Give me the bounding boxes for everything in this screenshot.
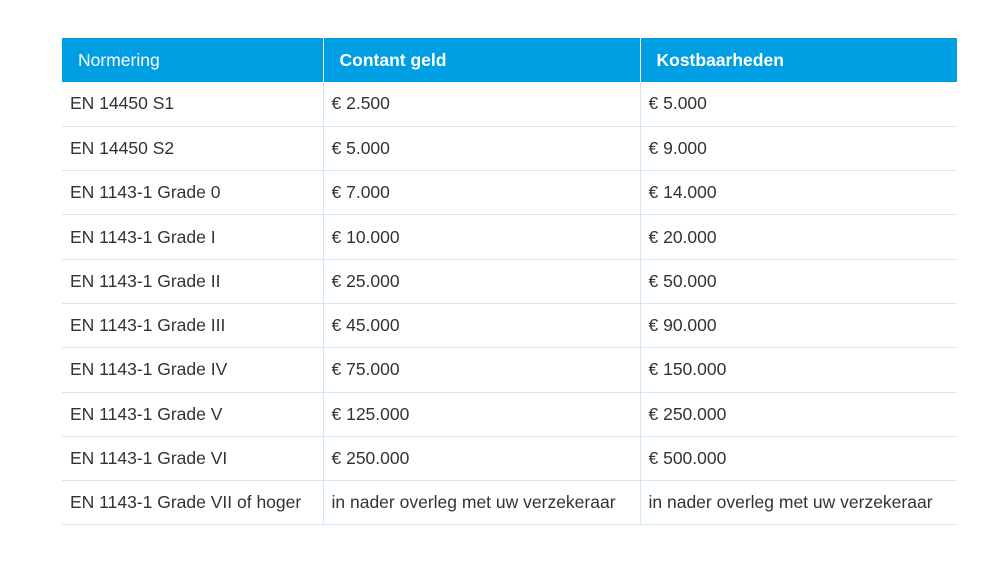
cell-contant-geld: € 10.000 xyxy=(323,215,640,259)
table-row xyxy=(62,126,957,170)
header-row xyxy=(62,38,957,82)
table-row xyxy=(62,436,957,480)
cell-kostbaarheden: € 150.000 xyxy=(640,348,957,392)
cell-contant-geld: in nader overleg met uw verzekeraar xyxy=(323,481,640,525)
header-kostbaarheden: Kostbaarheden xyxy=(640,38,957,82)
cell-kostbaarheden: € 5.000 xyxy=(640,82,957,126)
table-header xyxy=(62,38,957,82)
header-contant-geld: Contant geld xyxy=(323,38,640,82)
table-row xyxy=(62,392,957,436)
cell-kostbaarheden: € 50.000 xyxy=(640,259,957,303)
cell-kostbaarheden: € 9.000 xyxy=(640,126,957,170)
cell-normering: EN 14450 S1 xyxy=(62,82,323,126)
cell-normering: EN 1143-1 Grade IV xyxy=(62,348,323,392)
cell-contant-geld: € 5.000 xyxy=(323,126,640,170)
table-row xyxy=(62,348,957,392)
cell-kostbaarheden: € 250.000 xyxy=(640,392,957,436)
cell-normering: EN 1143-1 Grade 0 xyxy=(62,171,323,215)
cell-normering: EN 1143-1 Grade V xyxy=(62,392,323,436)
cell-contant-geld: € 25.000 xyxy=(323,259,640,303)
cell-contant-geld: € 250.000 xyxy=(323,436,640,480)
table-body xyxy=(62,82,957,525)
cell-normering: EN 14450 S2 xyxy=(62,126,323,170)
cell-contant-geld: € 7.000 xyxy=(323,171,640,215)
cell-contant-geld: € 125.000 xyxy=(323,392,640,436)
table-row xyxy=(62,171,957,215)
header-normering: Normering xyxy=(78,49,160,70)
cell-normering: EN 1143-1 Grade VII of hoger xyxy=(62,481,323,525)
table-row xyxy=(62,303,957,347)
table-row xyxy=(62,481,957,525)
cell-kostbaarheden: € 500.000 xyxy=(640,436,957,480)
cell-contant-geld: € 75.000 xyxy=(323,348,640,392)
cell-normering: EN 1143-1 Grade III xyxy=(62,303,323,347)
table-row xyxy=(62,215,957,259)
table-row xyxy=(62,259,957,303)
cell-contant-geld: € 2.500 xyxy=(323,82,640,126)
table-row xyxy=(62,82,957,126)
cell-kostbaarheden: € 90.000 xyxy=(640,303,957,347)
cell-kostbaarheden: € 20.000 xyxy=(640,215,957,259)
safe-rating-table xyxy=(62,38,957,525)
cell-kostbaarheden: € 14.000 xyxy=(640,171,957,215)
cell-kostbaarheden: in nader overleg met uw verzekeraar xyxy=(640,481,957,525)
cell-normering: EN 1143-1 Grade II xyxy=(62,259,323,303)
cell-contant-geld: € 45.000 xyxy=(323,303,640,347)
cell-normering: EN 1143-1 Grade I xyxy=(62,215,323,259)
cell-normering: EN 1143-1 Grade VI xyxy=(62,436,323,480)
